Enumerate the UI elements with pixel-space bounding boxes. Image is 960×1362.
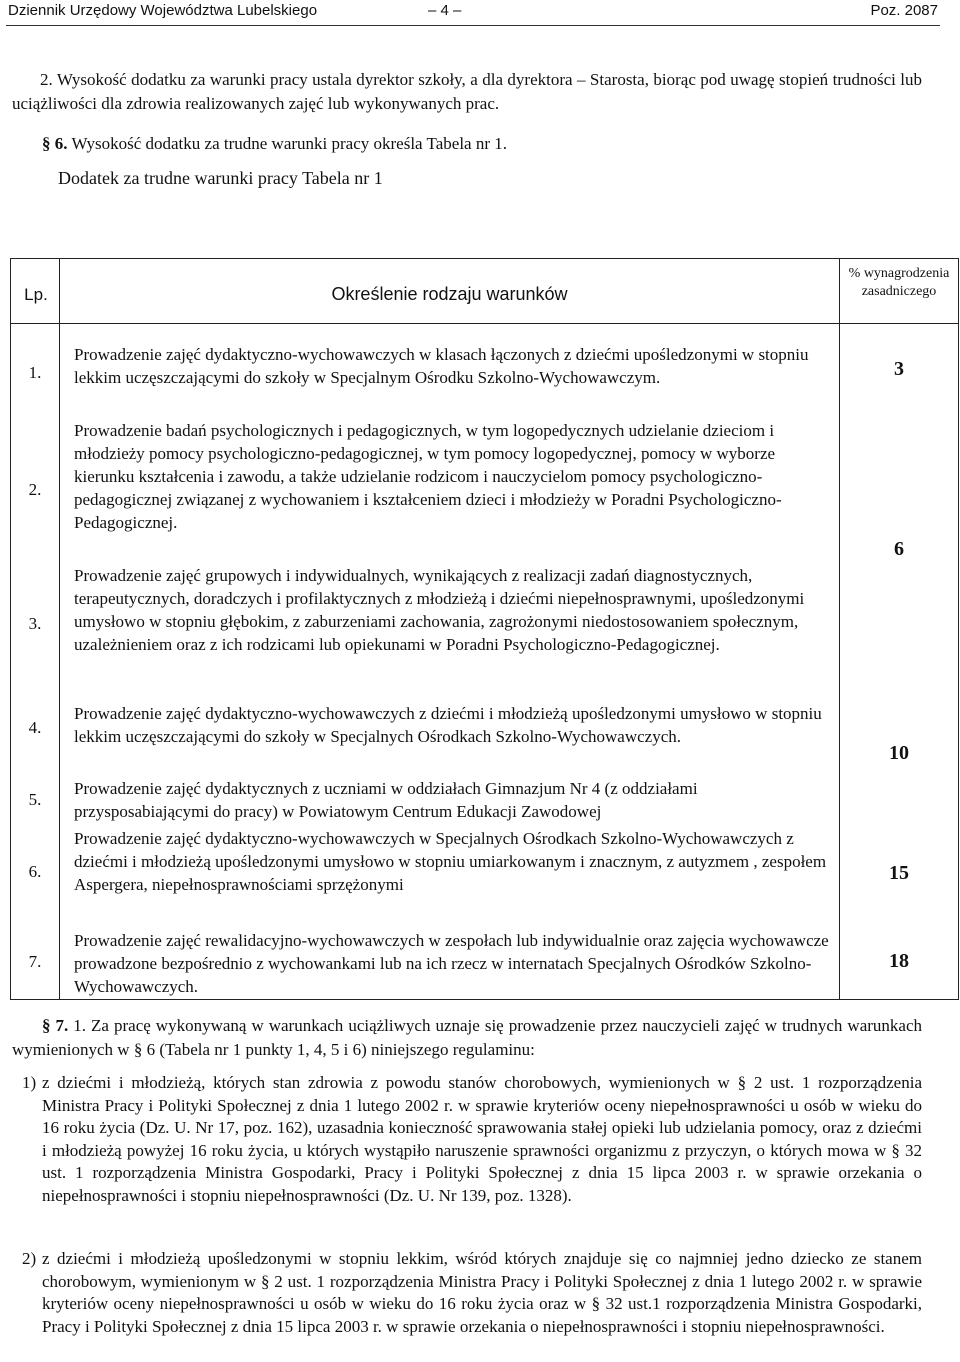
pct-column — [839, 323, 959, 1000]
desc-header-cell — [59, 258, 840, 324]
row-description: Prowadzenie zajęć dydaktyczno-wychowawczych w klasach łączonych z dziećmi upośledzonymi w stopniu lekkim uczęszczającymi do szkoły w Specjalnym Ośrodku Szkolno-Wychowawczym. — [74, 345, 809, 387]
row-description: Prowadzenie zajęć rewalidacyjno-wychowawczych w zespołach lub indywidualnie oraz zajęcia wychowawcze prowadzone bezpośrednio z wychowankami lub na ich rzecz w internatach Specjalnych Ośrodków Szkolno-Wychowawczych. — [74, 931, 829, 996]
row-description: Prowadzenie zajęć grupowych i indywidualnych, wynikających z realizacji zadań diagnostycznych, terapeutycznych, doradczych i profilaktycznych z młodzieżą i dziećmi niepełnosprawnymi, upośledzonymi umysłowo w stopniu głębokim, z zaburzeniami zachowania, zagrożonymi niedostosowaniem społecznym, uzależnieniem oraz z ich rodzicami lub opiekunami w Poradni Psychologiczno-Pedagogicznej. — [74, 566, 805, 654]
row-number: 5. — [28, 790, 42, 809]
journal-title: Dziennik Urzędowy Województwa Lubelskiego — [8, 2, 318, 19]
lp-header-cell — [10, 258, 60, 324]
page-header — [8, 0, 938, 22]
pct-header-cell — [839, 258, 959, 324]
pct-header: % wynagrodzenia zasadniczego — [848, 266, 950, 299]
paragraph-2: 2. Wysokość dodatku za warunki pracy ustala dyrektor szkoły, a dla dyrektora – Starosta, biorąc pod uwagę stopień trudności lub uciążliwości dla zdrowia realizowanych zajęć lub wykonywanych prac. — [12, 70, 922, 113]
row-description: Prowadzenie zajęć dydaktycznych z uczniami w oddziałach Gimnazjum Nr 4 (z oddziałami przysposabiającymi do pracy) w Powiatowym Centrum Edukacji Zawodowej — [74, 779, 698, 821]
list-item: z dziećmi i młodzieżą upośledzonymi w stopniu lekkim, wśród których znajduje się co najmniej jedno dziecko ze stanem chorobowym, wymienionym w § 2 ust. 1 rozporządzenia Ministra Pracy i Polityki Społecznej z dnia 1 lutego 2002 r. w sprawie kryteriów oceny niepełnosprawności u osób w wieku do 16 roku życia oraz w § 32 ust.1 rozporządzenia Ministra Gospodarki, Pracy i Polityki Społecznej z dnia 15 lipca 2003 r. w sprawie orzekania o niepełnosprawności i stopniu niepełnosprawności. — [42, 1249, 922, 1336]
row-number: 1. — [28, 363, 42, 382]
lp-header: Lp. — [24, 285, 48, 304]
row-description: Prowadzenie zajęć dydaktyczno-wychowawczych z dziećmi i młodzieżą upośledzonymi umysłowo w stopniu lekkim uczęszczającymi do szkoły w Specjalnych Ośrodkach Szkolno-Wychowawczych. — [74, 704, 822, 746]
section-7-text: 1. Za pracę wykonywaną w warunkach uciążliwych uznaje się prowadzenie przez nauczycieli zajęć w trudnych warunkach wymienionych w § 6 (Tabela nr 1 punkty 1, 4, 5 i 6) niniejszego regulaminu: — [12, 1016, 922, 1059]
percent-value: 18 — [889, 950, 909, 972]
header-rule — [6, 25, 940, 26]
section-7 — [12, 1014, 922, 1062]
list-item-number: 1) — [22, 1073, 37, 1092]
lp-column — [10, 323, 60, 1000]
section-7-mark: § 7. — [42, 1016, 69, 1035]
row-number: 3. — [28, 614, 42, 633]
page-number: – 4 – — [428, 2, 462, 19]
section-6-mark: § 6. — [42, 134, 68, 153]
row-number: 2. — [28, 480, 42, 499]
section-6 — [42, 132, 922, 156]
percent-value: 10 — [889, 742, 909, 764]
section-6-text: Wysokość dodatku za trudne warunki pracy określa Tabela nr 1. — [71, 134, 508, 153]
row-number: 4. — [28, 718, 42, 737]
list-item: z dziećmi i młodzieżą, których stan zdrowia z powodu stanów chorobowych, wymienionych w § 2 ust. 1 rozporządzenia Ministra Pracy i Polityki Społecznej z dnia 1 lutego 2002 r. w sprawie kryteriów oceny niepełnosprawności u osób w wieku do 16 roku życia (Dz. U. Nr 17, poz. 162), uzasadnia konieczność sprawowania stałej opieki lub udzielania pomocy, oraz z dziećmi i młodzieżą powyżej 16 roku życia, u których wystąpiło naruszenie sprawności organizmu z przyczyn, o których mowa w § 32 ust. 1 rozporządzenia Ministra Gospodarki, Pracy i Polityki Społecznej z dnia 15 lipca 2003 r. w sprawie orzekania o niepełnosprawności i stopniu niepełnosprawności (Dz. U. Nr 139, poz. 1328). — [42, 1073, 922, 1205]
row-number: 7. — [28, 952, 42, 971]
position-number: Poz. 2087 — [870, 2, 938, 19]
row-description: Prowadzenie badań psychologicznych i pedagogicznych, w tym logopedycznych udzielanie dzieciom i młodzieży pomocy psychologiczno-pedagogicznej, w tym pomocy logopedycznej, pomocy w wyborze kierunku kształcenia i zawodu, a także udzielanie rodzicom i nauczycielom pomocy psychologiczno-pedagogicznej związanej z wychowaniem i kształceniem dzieci i młodzieży w Poradni Psychologiczno-Pedagogicznej. — [74, 421, 782, 532]
percent-value: 3 — [894, 358, 904, 380]
row-description: Prowadzenie zajęć dydaktyczno-wychowawczych w Specjalnych Ośrodkach Szkolno-Wychowawczych z dziećmi i młodzieżą upośledzonymi umysłowo w stopniu umiarkowanym i znacznym, z autyzmem , zespołem Aspergera, niepełnosprawnościami sprzężonymi — [74, 829, 827, 894]
percent-value: 15 — [889, 862, 909, 884]
table-title: Dodatek za trudne warunki pracy Tabela nr 1 — [58, 168, 383, 188]
percent-value: 6 — [894, 538, 904, 560]
desc-header: Określenie rodzaju warunków — [331, 284, 568, 304]
row-number: 6. — [28, 862, 42, 881]
conditions-table — [10, 258, 960, 1000]
list-item-number: 2) — [22, 1249, 37, 1268]
